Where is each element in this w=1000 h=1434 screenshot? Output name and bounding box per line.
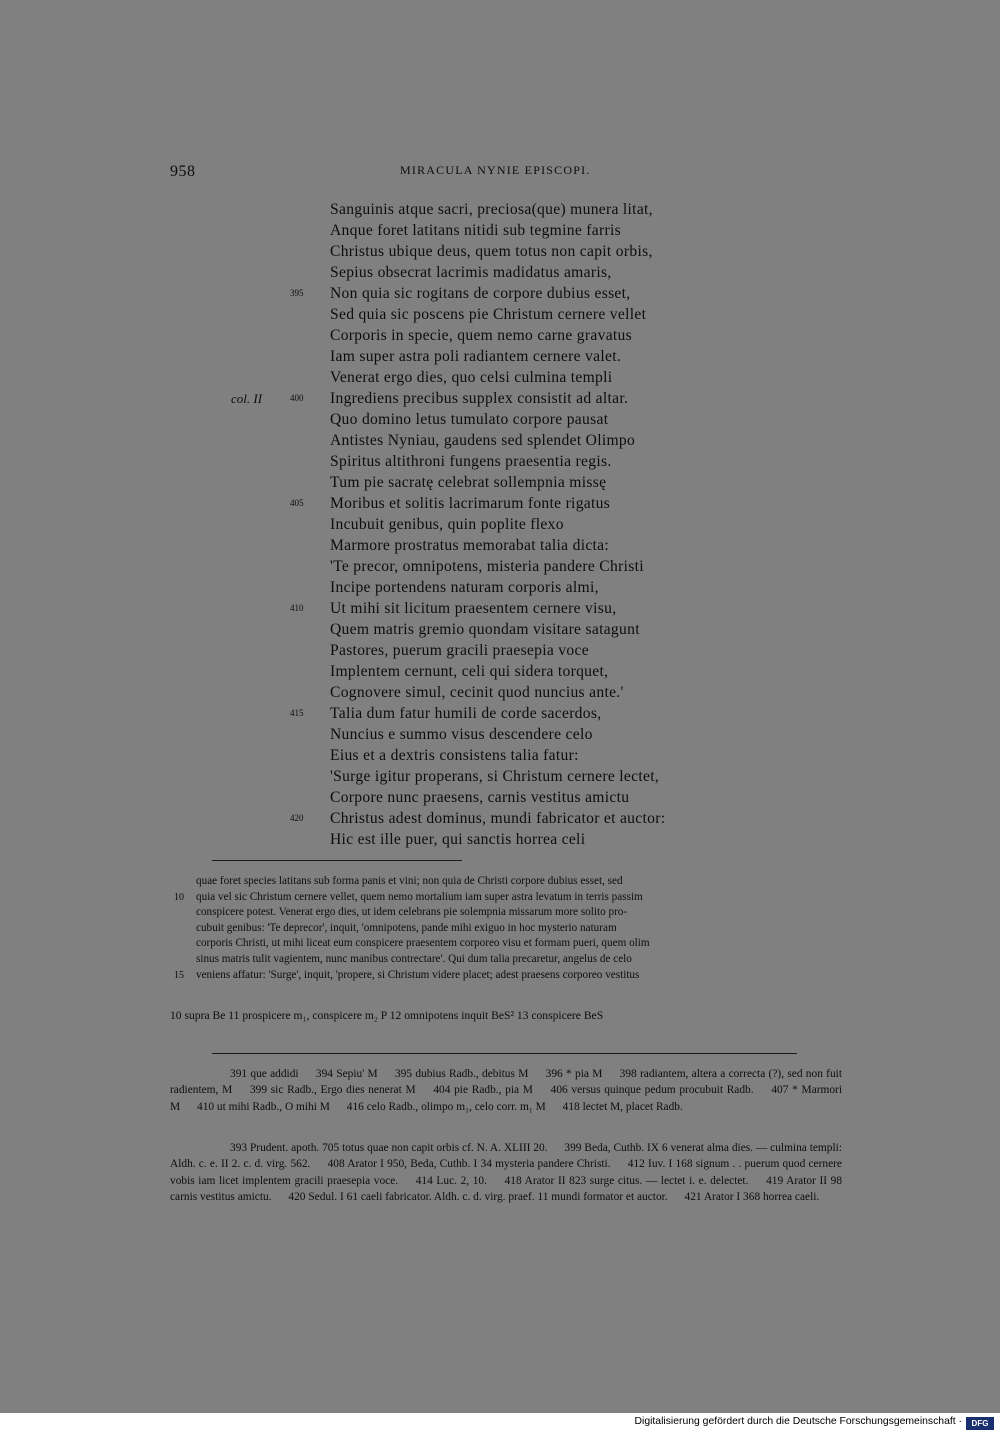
poem-line-text: Christus adest dominus, mundi fabricator et auctor:: [330, 810, 666, 827]
line-number: 395: [290, 288, 304, 298]
source-apparatus: [170, 1140, 842, 1206]
page-number: 958: [170, 163, 196, 180]
poem-line-text: Christus ubique deus, quem totus non capit orbis,: [330, 243, 653, 260]
poem-line: [0, 304, 1000, 325]
poem-line: [0, 535, 1000, 556]
poem-line: [0, 472, 1000, 493]
poem-line-text: Eius et a dextris consistens talia fatur:: [330, 747, 579, 764]
divider-rule-poem: [212, 860, 462, 861]
poem-line-text: Tum pie sacratę celebrat sollempnia missę: [330, 474, 607, 491]
poem-line-text: 'Surge igitur properans, si Christum cernere lectet,: [330, 768, 660, 785]
apparatus-entry: 395 dubius Radb., debitus M: [394, 1068, 529, 1080]
apparatus-entry: 393 Prudent. apoth. 705 totus quae non capit orbis cf. N. A. XLIII 20.: [230, 1142, 548, 1154]
apparatus-entry: 421 Arator I 368 horrea caeli.: [684, 1191, 820, 1204]
poem-line: [0, 556, 1000, 577]
poem-line: [0, 808, 1000, 829]
poem-line-text: Sed quia sic poscens pie Christum cernere vellet: [330, 306, 647, 323]
column-marker: col. II: [231, 391, 263, 406]
poem-line: [0, 640, 1000, 661]
prose-line-number: 15: [174, 969, 184, 981]
apparatus-entry: 399 Beda, Cuthb. IX 6 venerat alma dies. — culmina templi: Aldh. c. e. II 2. c. d. virg. 562.: [170, 1142, 842, 1171]
apparatus-entry: 416 celo Radb., olimpo m₁, celo corr. m₁ M: [346, 1100, 546, 1113]
poem-line: [0, 493, 1000, 514]
poem-line-text: Antistes Nyniau, gaudens sed splendet Olimpo: [330, 432, 636, 449]
apparatus-entry: 404 pie Radb., pia M: [433, 1084, 533, 1097]
variant-readings-prose: 10 supra Be 11 prospicere m₁, conspicere m₂ P 12 omnipotens inquit BeS² 13 conspicere BeS: [170, 1009, 604, 1022]
apparatus-entry: 396 * pia M: [545, 1068, 603, 1080]
poem-line-text: Incipe portendens naturam corporis almi,: [330, 579, 599, 596]
poem-line: [0, 766, 1000, 787]
footer-credit: Digitalisierung gefördert durch die Deutsche Forschungsgemeinschaft ·: [634, 1416, 962, 1427]
poem-line-text: Moribus et solitis lacrimarum fonte rigatus: [330, 495, 611, 512]
prose-line-text: corporis Christi, ut mihi liceat eum conspicere praesentem corporeo visu et formam pueri, quem olim: [196, 937, 650, 950]
poem-line: [0, 283, 1000, 304]
poem-line: [0, 241, 1000, 262]
line-number: 405: [290, 498, 304, 508]
poem-line: [0, 325, 1000, 346]
apparatus-entry: 394 Sepiu' M: [315, 1068, 378, 1080]
line-number: 415: [290, 708, 304, 718]
apparatus-entry: 391 que addidi: [230, 1068, 299, 1080]
poem-line: [0, 262, 1000, 283]
poem-line: [0, 430, 1000, 451]
line-number: 400: [290, 393, 304, 403]
poem-line-text: Sepius obsecrat lacrimis madidatus amaris,: [330, 264, 612, 281]
prose-line-text: veniens affatur: 'Surge', inquit, 'propere, si Christum videre placet; adest praesens corporeo vestitus: [196, 968, 640, 981]
prose-line: [196, 936, 816, 952]
poem-line-text: Nuncius e summo visus descendere celo: [330, 726, 593, 743]
poem-line-text: Ingrediens precibus supplex consistit ad altar.: [330, 390, 629, 407]
apparatus-entry: 399 sic Radb., Ergo dies nenerat M: [249, 1084, 416, 1097]
poem-line: [0, 661, 1000, 682]
line-number: 410: [290, 603, 304, 613]
poem-line: [0, 220, 1000, 241]
prose-line: [196, 921, 816, 937]
prose-line-text: conspicere potest. Venerat ergo dies, ut idem celebrans pie solempnia missarum more solito pro-: [196, 906, 628, 919]
prose-line-text: quae foret species latitans sub forma panis et vini; non quia de Christi corpore dubius esset, sed: [196, 875, 623, 887]
apparatus-entry: 406 versus quinque pedum procubuit Radb.: [550, 1084, 754, 1097]
critical-apparatus: [170, 1066, 842, 1115]
apparatus-entry: 418 Arator II 823 surge citus. — lectet i. e. delectet.: [504, 1174, 749, 1187]
poem-line-text: Anque foret latitans nitidi sub tegmine farris: [330, 222, 621, 239]
prose-line: [174, 890, 816, 906]
apparatus-entry: 412 Iuv. I 168 signum . . puerum quod cernere vobis iam licet implentem gracili praesepia voce.: [170, 1158, 842, 1187]
apparatus-entry: 419 Arator II 98 carnis vestitus amictu.: [170, 1174, 843, 1204]
apparatus-entry: 407 * Marmori M: [170, 1084, 843, 1113]
apparatus-entry: 398 radiantem, altera a correcta (?), sed non fuit radientem, M: [170, 1068, 842, 1097]
poem-line-text: Non quia sic rogitans de corpore dubius esset,: [330, 285, 631, 302]
prose-line: [196, 952, 816, 968]
prose-line-number: 10: [174, 891, 184, 903]
divider-rule-apparatus: [212, 1053, 797, 1054]
poem-line-text: Sanguinis atque sacri, preciosa(que) munera litat,: [330, 201, 653, 218]
poem-line: [0, 619, 1000, 640]
prose-line-text: cubuit genibus: 'Te deprecor', inquit, 'omnipotens, pande mihi exiguo in hoc mysterio naturam: [196, 921, 617, 934]
dfg-logo-icon: DFG: [966, 1417, 994, 1430]
poem-line: [0, 577, 1000, 598]
poem-line-text: Marmore prostratus memorabat talia dicta:: [330, 537, 610, 554]
poem-line: [0, 388, 1000, 409]
prose-line-text: quia vel sic Christum cernere vellet, quem nemo mortalium iam super astra levatum in terris passim: [196, 890, 643, 903]
apparatus-entry: 420 Sedul. I 61 caeli fabricator. Aldh. c. d. virg. praef. 11 mundi formator et auctor.: [288, 1191, 668, 1204]
prose-line: [196, 905, 816, 921]
poem-line: [0, 829, 1000, 850]
poem-line-text: Pastores, puerum gracili praesepia voce: [330, 642, 589, 659]
poem-line-text: 'Te precor, omnipotens, misteria pandere Christi: [330, 558, 644, 575]
apparatus-entry: 408 Arator I 950, Beda, Cuthb. I 34 mysteria pandere Christi.: [327, 1158, 611, 1171]
poem-line: [0, 598, 1000, 619]
poem-line: [0, 451, 1000, 472]
poem-line-text: Venerat ergo dies, quo celsi culmina templi: [330, 369, 613, 386]
poem-line: [0, 682, 1000, 703]
poem-line-text: Hic est ille puer, qui sanctis horrea celi: [330, 831, 586, 848]
poem-line: [0, 367, 1000, 388]
poem-line: [0, 787, 1000, 808]
running-title: MIRACULA NYNIE EPISCOPI.: [400, 163, 591, 177]
poem-line: [0, 703, 1000, 724]
poem-line-text: Iam super astra poli radiantem cernere valet.: [330, 348, 622, 365]
line-number: 420: [290, 813, 304, 823]
poem-text: [0, 199, 1000, 850]
prose-paraphrase: [174, 874, 816, 983]
poem-line: [0, 514, 1000, 535]
apparatus-entry: 418 lectet M, placet Radb.: [562, 1100, 683, 1113]
poem-line: [0, 745, 1000, 766]
poem-line: [0, 409, 1000, 430]
footer-bar: [0, 1413, 1000, 1434]
poem-line-text: Quo domino letus tumulato corpore pausat: [330, 411, 609, 428]
poem-line-text: Ut mihi sit licitum praesentem cernere visu,: [330, 600, 617, 617]
poem-line-text: Incubuit genibus, quin poplite flexo: [330, 516, 564, 533]
apparatus-entry: 414 Luc. 2, 10.: [415, 1174, 487, 1187]
poem-line-text: Talia dum fatur humili de corde sacerdos,: [330, 705, 602, 722]
poem-line-text: Spiritus altithroni fungens praesentia regis.: [330, 453, 612, 470]
poem-line-text: Implentem cernunt, celi qui sidera torquet,: [330, 663, 609, 680]
prose-line: [174, 968, 816, 984]
poem-line: [0, 346, 1000, 367]
poem-line-text: Cognovere simul, cecinit quod nuncius ante.': [330, 684, 624, 701]
apparatus-entry: 410 ut mihi Radb., O mihi M: [197, 1100, 330, 1113]
poem-line-text: Quem matris gremio quondam visitare satagunt: [330, 621, 640, 638]
poem-line-text: Corporis in specie, quem nemo carne gravatus: [330, 327, 633, 344]
prose-line-text: sinus matris tulit vagientem, nunc manibus contrectare'. Qui dum talia precaretur, angelus de celo: [196, 952, 632, 965]
poem-line-text: Corpore nunc praesens, carnis vestitus amictu: [330, 789, 630, 806]
poem-line: [0, 199, 1000, 220]
poem-line: [0, 724, 1000, 745]
prose-line: [196, 874, 816, 890]
